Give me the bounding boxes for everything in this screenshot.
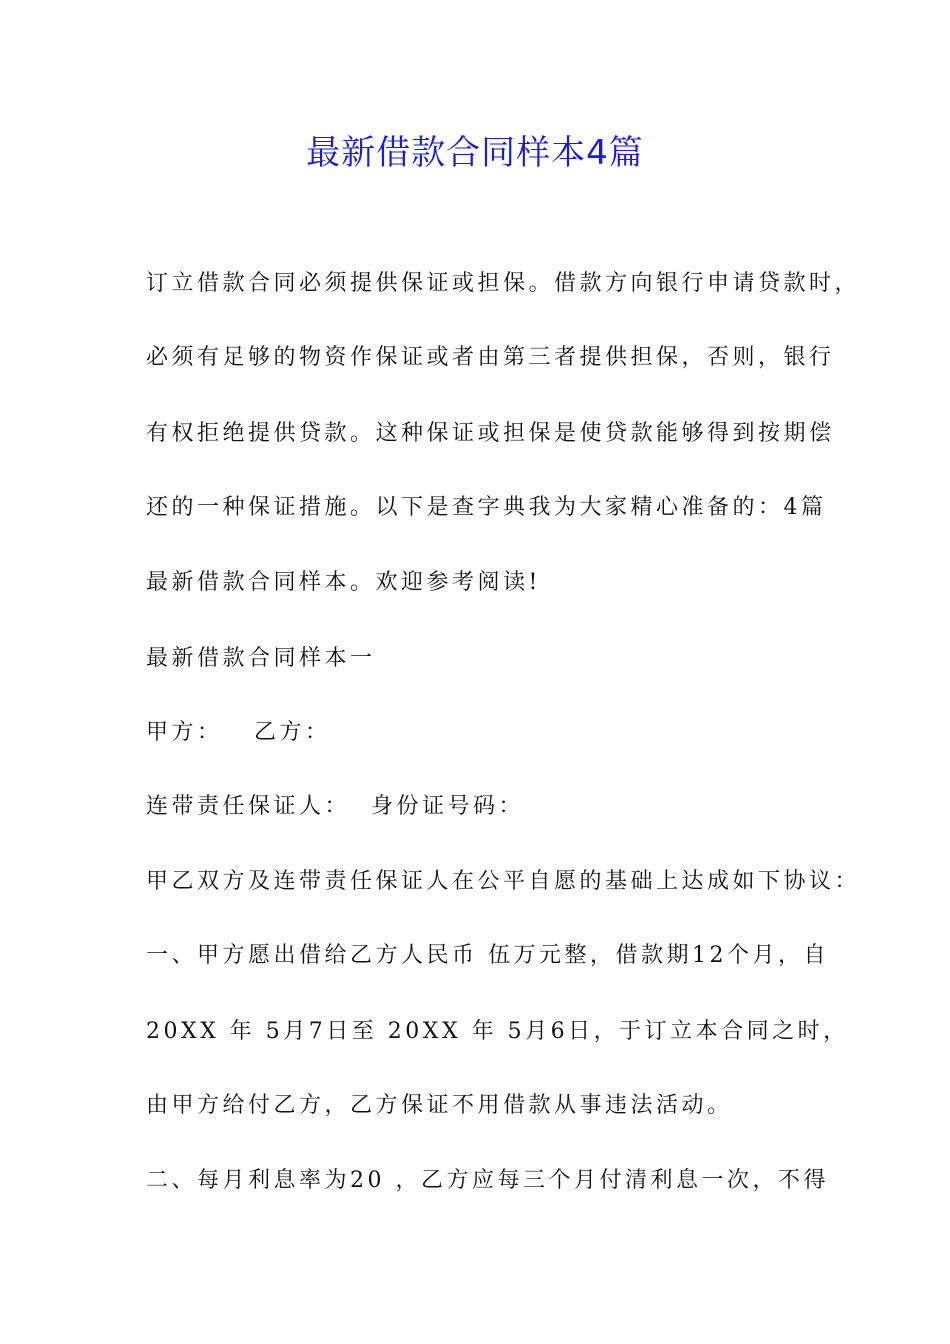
paragraph-line: 必须有足够的物资作保证或者由第三者提供担保，否则，银行	[146, 345, 835, 370]
paragraph-line: 甲乙双方及连带责任保证人在公平自愿的基础上达成如下协议：	[146, 869, 861, 894]
paragraph-line: 订立借款合同必须提供保证或担保。借款方向银行申请贷款时，	[146, 271, 861, 296]
clause-line: 二、每月利息率为20 ，乙方应每三个月付清利息一次，不得	[146, 1168, 829, 1193]
guarantor-line: 连带责任保证人： 身份证号码：	[146, 794, 524, 819]
document-title: 最新借款合同样本4篇	[306, 133, 644, 173]
paragraph-line: 最新借款合同样本。欢迎参考阅读!	[146, 570, 541, 595]
clause-line: 20XX 年 5月7日至 20XX 年 5月6日，于订立本合同之时，	[146, 1019, 849, 1044]
section-heading: 最新借款合同样本一	[146, 646, 376, 671]
paragraph-line: 还的一种保证措施。以下是查字典我为大家精心准备的：4篇	[146, 495, 827, 520]
paragraph-line: 有权拒绝提供贷款。这种保证或担保是使贷款能够得到按期偿	[146, 421, 835, 446]
parties-line: 甲方： 乙方：	[146, 720, 331, 745]
clause-line: 一、甲方愿出借给乙方人民币 伍万元整，借款期12个月，自	[146, 943, 829, 968]
clause-line: 由甲方给付乙方，乙方保证不用借款从事违法活动。	[146, 1093, 733, 1118]
